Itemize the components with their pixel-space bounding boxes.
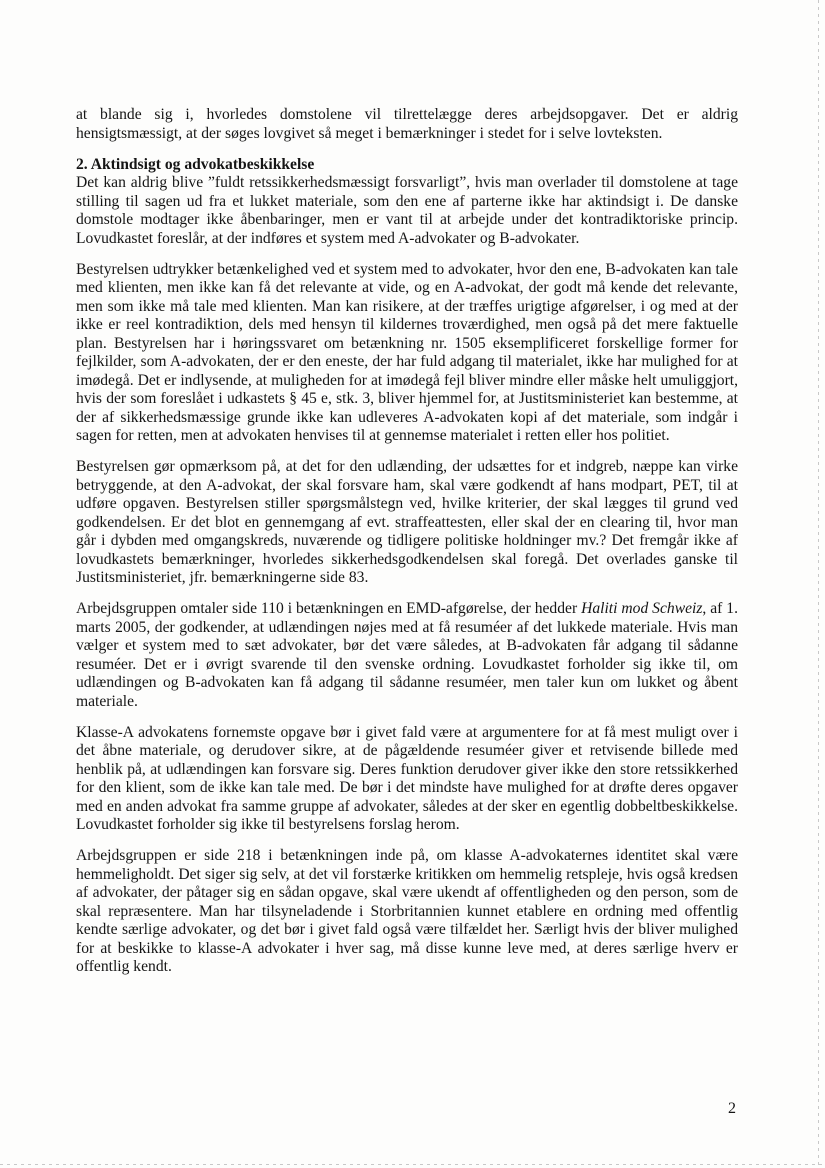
paragraph-aktindsigt: Det kan aldrig blive ”fuldt retssikkerhedsmæssigt forsvarligt”, hvis man overlader til domstolene at tage stilling til sagen ud fra et lukket materiale, som den ene af parterne ikke har aktindsigt i. De danske domstole modtager ikke åbenbaringer, men er vant til at arbejde under det kontradiktoriske princip. Lovudkastet foreslår, at der indføres et system med A-advokater og B-advokater. bbox=[76, 174, 738, 247]
intro-paragraph: at blande sig i, hvorledes domstolene vil tilrettelægge deres arbejdsopgaver. Det er aldrig hensigtsmæssigt, at der søges lovgivet så meget i bemærkninger i stedet for i selve lovteksten. bbox=[76, 106, 738, 142]
paragraph-emd-case bbox=[76, 600, 738, 711]
paragraph-two-advocates: Bestyrelsen udtrykker betænkelighed ved et system med to advokater, hvor den ene, B-advokaten kan tale med klienten, men ikke kan få det relevante at vide, og en A-advokat, der godt må kende det relevante, men som ikke må tale med klienten. Man kan risikere, at der træffes urigtige afgørelser, i og med at der ikke er reel kontradiktion, dels med hensyn til kildernes troværdighed, men også på det mere faktuelle plan. Bestyrelsen har i høringssvaret om betænkning nr. 1505 eksemplificeret forskellige former for fejlkilder, som A-advokaten, der er den eneste, der har fuld adgang til materialet, ikke har mulighed for at imødegå. Det er indlysende, at muligheden for at imødegå fejl bliver mindre eller måske helt umuliggjort, hvis der som foreslået i udkastets § 45 e, stk. 3, bliver hjemmel for, at Justitsministeriet kan bestemme, at der af sikkerhedsmæssige grunde ikke kan udleveres A-advokaten kopi af det materiale, som indgår i sagen for retten, men at advokaten henvises til at gennemse materialet i retten eller hos politiet. bbox=[76, 260, 738, 444]
case-name: Haliti mod Schweiz bbox=[581, 600, 703, 617]
scan-edge-bottom bbox=[0, 1164, 825, 1165]
paragraph-identity: Arbejdsgruppen er side 218 i betænkningen inde på, om klasse A-advokaternes identitet skal være hemmeligholdt. Det siger sig selv, at det vil forstærke kritikken om hemmelig retspleje, hvis også kredsen af advokater, der påtager sig en sådan opgave, skal være ukendt af offentligheden og den person, som de skal repræsentere. Man har tilsyneladende i Storbritannien kunnet etablere en ordning med offentlig kendte særlige advokater, og det bør i givet fald også være tilfældet her. Særligt hvis der bliver mulighed for at beskikke to klasse-A advokater i hver sag, må disse kunne leve med, at deres særlige hverv er offentlig kendt. bbox=[76, 847, 738, 975]
case-text-before: Arbejdsgruppen omtaler side 110 i betænkningen en EMD-afgørelse, der hedder bbox=[76, 600, 582, 617]
paragraph-pet-approval: Bestyrelsen gør opmærksom på, at det for den udlænding, der udsættes for et indgreb, næppe kan virke betryggende, at den A-advokat, der skal forsvare ham, skal være godkendt af hans modpart, PET, til at udføre opgaven. Bestyrelsen stiller spørgsmålstegn ved, hvilke kriterier, der skal lægges til grund ved godkendelsen. Er det blot en gennemgang af evt. straffeattesten, eller skal der en clearing til, hvor man går i dybden med omgangskreds, nuværende og tidligere politiske holdninger mv.? Det fremgår ikke af lovudkastets bemærkninger, hvorledes sikkerhedsgodkendelsen skal foregå. Det overlades ganske til Justitsministeriet, jfr. bemærkningerne side 83. bbox=[76, 458, 738, 586]
section-heading: 2. Aktindsigt og advokatbeskikkelse bbox=[76, 155, 315, 173]
paragraph-klasse-a: Klasse-A advokatens fornemste opgave bør i givet fald være at argumentere for at få mest muligt over i det åbne materiale, og derudover sikre, at de pågældende resuméer giver et retvisende billede med henblik på, at udlændingen kan forsvare sig. Deres funktion derudover giver ikke den store retssikkerhed for den klient, som de ikke kan tale med. De bør i det mindste have mulighed for at drøfte deres opgaver med en anden advokat fra samme gruppe af advokater, således at der sker en egentlig dobbeltbeskikkelse. Lovudkastet forholder sig ikke til bestyrelsens forslag herom. bbox=[76, 723, 738, 833]
page-number: 2 bbox=[728, 1100, 736, 1117]
scan-edge-right bbox=[818, 0, 819, 1168]
case-text-after: , af 1. marts 2005, der godkender, at udlændingen nøjes med at få resuméer af det lukkede materiale. Hvis man vælger et system med to sæt advokater, bør det være således, at B-advokaten får adgang til sådanne resuméer. Det er i øvrigt svarende til den svenske ordning. Lovudkastet forholder sig ikke til, om udlændingen og B-advokaten kan få adgang til sådanne resuméer, men taler kun om lukket og åbent materiale. bbox=[76, 600, 738, 710]
document-body bbox=[76, 106, 738, 989]
